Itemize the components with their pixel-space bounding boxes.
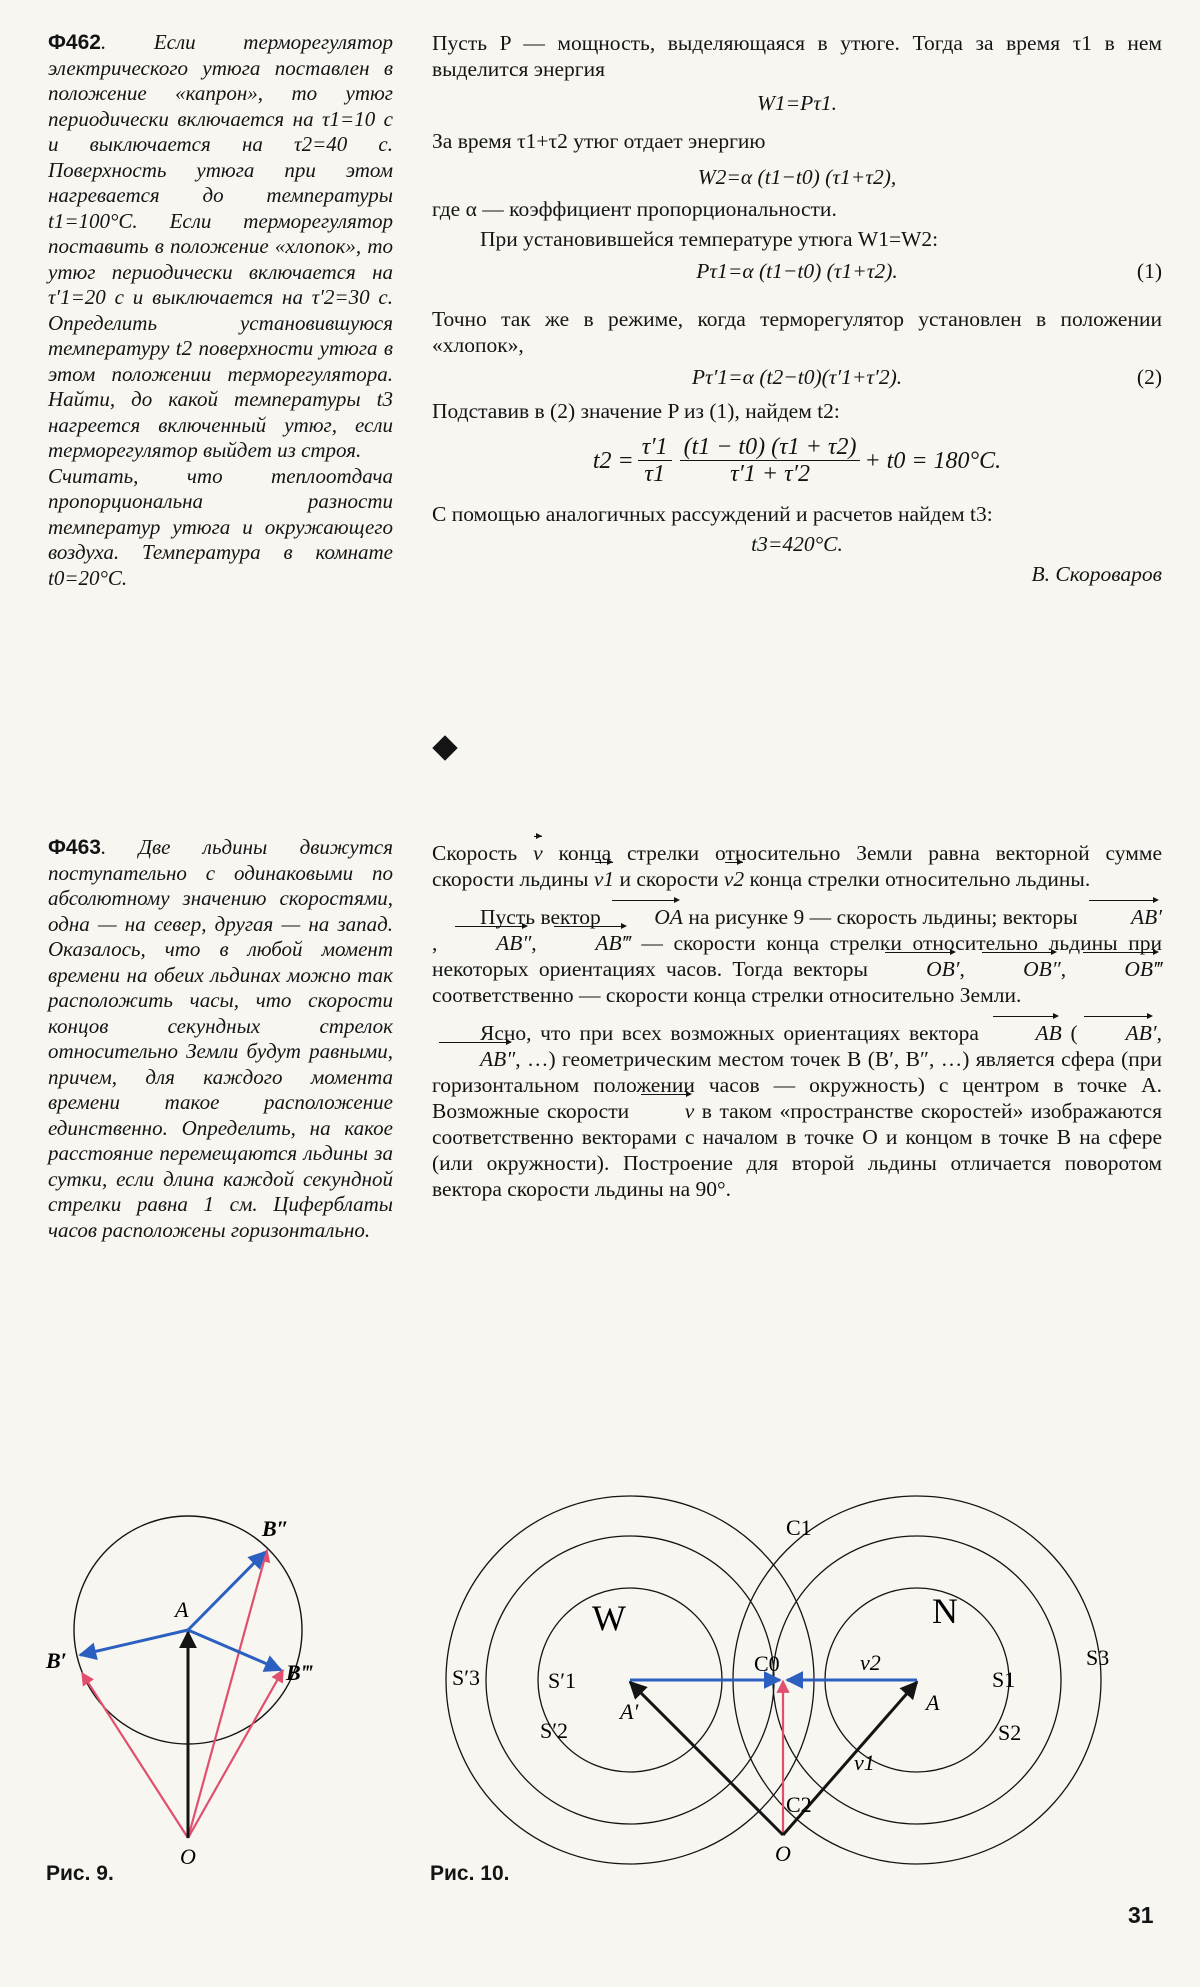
f462-number: Ф462 xyxy=(48,31,101,54)
fig10-vector-oa1 xyxy=(630,1682,783,1835)
f462-eq3-frac2 xyxy=(680,434,861,487)
fig10-label-v1: v1 xyxy=(854,1750,875,1775)
f463-p3-text-a: Ясно, что при всех возможных ориентациях вектора xyxy=(480,1021,988,1045)
fig10-label-c2: C2 xyxy=(786,1792,812,1817)
f463-problem xyxy=(48,835,393,1243)
f463-p2-text-c: — скорости конца стрелки относительно льдины при некоторых ориентациях часов. Тогда векторы xyxy=(432,931,1163,981)
fig10-label-v2: v2 xyxy=(860,1650,881,1675)
f463-p1-text-d: конца стрелки относительно льдины. xyxy=(744,867,1091,891)
f462-sol-p6: Подставив в (2) значение P из (1), найдем t2: xyxy=(432,399,840,423)
f463-p3-text-c: , …) геометрическим местом точек B (B′, B″, …) является сфера (при горизонтальном положении часов — окружность) с центром в точке A. Возможные скорости xyxy=(432,1047,1162,1123)
f462-sol-p2: За время τ1+τ2 утюг отдает энергию xyxy=(432,129,766,153)
f462-sol-p3: где α — коэффициент пропорциональности. xyxy=(432,197,837,221)
fig10-label-c0: C0 xyxy=(754,1651,780,1676)
f463-p2-sep-3: , xyxy=(959,957,976,981)
f463-vec-ab2-2: AB″ xyxy=(432,1046,515,1072)
f463-vec-ab1-2: AB′ xyxy=(1078,1020,1157,1046)
section-divider-diamond-icon xyxy=(432,735,457,760)
fig9-vector-ab2 xyxy=(188,1552,265,1630)
f462-problem xyxy=(48,30,393,591)
f462-eq-w2: W2=α (t1−t0) (τ1+τ2), xyxy=(697,165,897,189)
f463-p2-sep-2: , xyxy=(531,931,548,955)
f462-problem-text: . Если терморегулятор электрического утюга поставлен в положение «капрон», то утюг периодически включается на τ1=10 с и выключается на τ2=40 с. Поверхность утюга при этом нагревается до температуры t1=100°C. Если терморегулятор поставить в положение «хлопок», то утюг периодически включается на τ′1=20 с и выключается на τ′2=30 с. Определить установившуюся температуру t2 поверхности утюга в этом положении терморегулятора. Найти, до какой температуры t3 нагреется включенный утюг, если терморегулятор выйдет из строя. xyxy=(48,30,393,462)
f462-eq3-frac2-den: τ′1 + τ′2 xyxy=(730,461,810,487)
f462-eq3-lhs: t2 = xyxy=(592,447,634,474)
fig9-vector-ab3 xyxy=(188,1630,281,1670)
f462-sol-p1: Пусть P — мощность, выделяющаяся в утюге. Тогда за время τ1 в нем выделится энергия xyxy=(432,31,1162,81)
f462-author: В. Скороваров xyxy=(1031,562,1162,586)
f462-eq3-frac1 xyxy=(638,434,672,487)
f462-eq3-rhs: + t0 = 180°C. xyxy=(864,447,1002,474)
fig9-label-b2: B″ xyxy=(262,1516,289,1541)
f463-p2-sep-4: , xyxy=(1060,957,1077,981)
f462-eq3 xyxy=(432,434,1162,487)
page-number: 31 xyxy=(1128,1902,1154,1928)
f463-vec-v-2: v xyxy=(637,1098,695,1124)
f463-p2-text-b: на рисунке 9 — скорость льдины; векторы xyxy=(682,905,1084,929)
fig10-label-s1: S1 xyxy=(992,1667,1016,1692)
f463-p3-text-d: в таком «пространстве скоростей» изображаются соответственно векторами с началом в точке O и концом в точке B на сфере (или окружности). Построение для второй льдины отличается поворотом вектора скорости льдины на 90°. xyxy=(432,1099,1162,1201)
f462-eq3-frac2-num: (t1 − t0) (τ1 + τ2) xyxy=(680,434,861,461)
fig9-vector-ob1 xyxy=(82,1673,188,1838)
f462-eq1: Pτ1=α (t1−t0) (τ1+τ2). xyxy=(696,259,898,283)
f463-p2-text-a: Пусть вектор xyxy=(480,905,607,929)
f463-vec-v2: v2 xyxy=(723,867,745,891)
f463-solution xyxy=(432,840,1162,1206)
f463-p1-text-a: Скорость xyxy=(432,841,534,865)
fig10-label-n: N xyxy=(932,1591,958,1631)
fig10-label-s2: S2 xyxy=(998,1720,1022,1745)
f463-p3-sep-1: , xyxy=(1156,1021,1162,1045)
f463-sol-p2 xyxy=(432,904,1162,1008)
f463-vec-ob3: OB‴ xyxy=(1076,956,1162,982)
f463-sol-p3 xyxy=(432,1020,1162,1202)
fig9-vector-ob3 xyxy=(188,1670,283,1838)
f462-eq-w1: W1=Pτ1. xyxy=(756,91,838,115)
fig9-vector-ob2 xyxy=(188,1550,267,1838)
f462-eq2-row xyxy=(432,364,1162,390)
f462-sol-p4: При установившейся температуре утюга W1=W2: xyxy=(480,227,939,251)
fig9-vector-ab1 xyxy=(80,1630,188,1655)
f463-vec-ab1: AB′ xyxy=(1083,904,1162,930)
f463-problem-text: . Две льдины движутся поступательно с одинаковыми по абсолютному значению скоростями, одна — на север, другая — на запад. Оказалось, что в любой момент времени на обеих льдинах можно так расположить часы, что скорости концов секундных стрелок относительно Земли будут равными, причем, для каждого момента времени такое расположение единственно. Определить, на какое расстояние перемещаются льдины за сутки, если длина каждой секундной стрелки равна 1 см. Циферблаты часов расположены горизонтально. xyxy=(48,835,393,1242)
f463-vec-oa: OA xyxy=(606,904,683,930)
f462-eq1-number: (1) xyxy=(1136,259,1162,283)
fig10-label-s3: S3 xyxy=(1086,1645,1110,1670)
f463-number: Ф463 xyxy=(48,836,101,859)
fig10-label-s2p: S′2 xyxy=(540,1718,569,1743)
fig10-label-c1: C1 xyxy=(786,1515,812,1540)
f462-eq3-frac1-den: τ1 xyxy=(644,461,665,487)
figure-10 xyxy=(440,1495,1160,1865)
f462-eq3-frac1-num: τ′1 xyxy=(638,434,672,461)
f462-sol-p7: С помощью аналогичных рассуждений и расчетов найдем t3: xyxy=(432,502,993,526)
f463-p1-text-c: и скорости xyxy=(614,867,724,891)
fig9-caption: Рис. 9. xyxy=(46,1862,114,1885)
f463-p2-sep-1: , xyxy=(432,931,449,955)
f462-eq2: Pτ′1=α (t2−t0)(τ′1+τ′2). xyxy=(691,365,903,389)
fig10-label-s1p: S′1 xyxy=(548,1668,577,1693)
f463-vec-ab: AB xyxy=(988,1020,1062,1046)
f463-p1-text-b: конца стрелки относительно Земли равна векторной сумме скорости льдины xyxy=(432,841,1162,891)
fig10-label-o: O xyxy=(775,1841,791,1865)
f462-sol-p5: Точно так же в режиме, когда терморегулятор установлен в положении «хлопок», xyxy=(432,307,1162,357)
fig9-label-b3: B‴ xyxy=(286,1660,313,1685)
fig10-label-a: A xyxy=(926,1690,940,1715)
f463-vec-ab3: AB‴ xyxy=(547,930,630,956)
fig9-label-a: A xyxy=(175,1597,189,1622)
fig9-label-b1: B′ xyxy=(46,1648,67,1673)
f463-p3-text-b: ( xyxy=(1061,1021,1078,1045)
f463-vec-ab2: AB″ xyxy=(448,930,531,956)
f462-eq2-number: (2) xyxy=(1136,365,1162,389)
fig10-caption: Рис. 10. xyxy=(430,1862,510,1885)
f463-vec-v: v xyxy=(533,841,543,865)
f462-problem-text-2: Считать, что теплоотдача пропорциональна разности температур утюга и окружающего воздуха. Температура в комнате t0=20°C. xyxy=(48,463,393,590)
f463-p2-text-d: соответственно — скорости конца стрелки относительно Земли. xyxy=(432,983,1022,1007)
f462-eq4: t3=420°C. xyxy=(751,532,843,556)
f462-eq1-row xyxy=(432,258,1162,284)
fig10-label-a1: A′ xyxy=(620,1699,639,1724)
f463-vec-v1: v1 xyxy=(593,867,615,891)
fig10-label-s3p: S′3 xyxy=(452,1665,481,1690)
fig9-label-o: O xyxy=(180,1844,196,1869)
f462-solution xyxy=(432,30,1162,587)
f463-vec-ob1: OB′ xyxy=(878,956,959,982)
f463-sol-p1 xyxy=(432,840,1162,892)
fig10-label-w: W xyxy=(592,1598,626,1638)
figure-9 xyxy=(40,1490,370,1870)
f463-vec-ob2: OB″ xyxy=(975,956,1061,982)
